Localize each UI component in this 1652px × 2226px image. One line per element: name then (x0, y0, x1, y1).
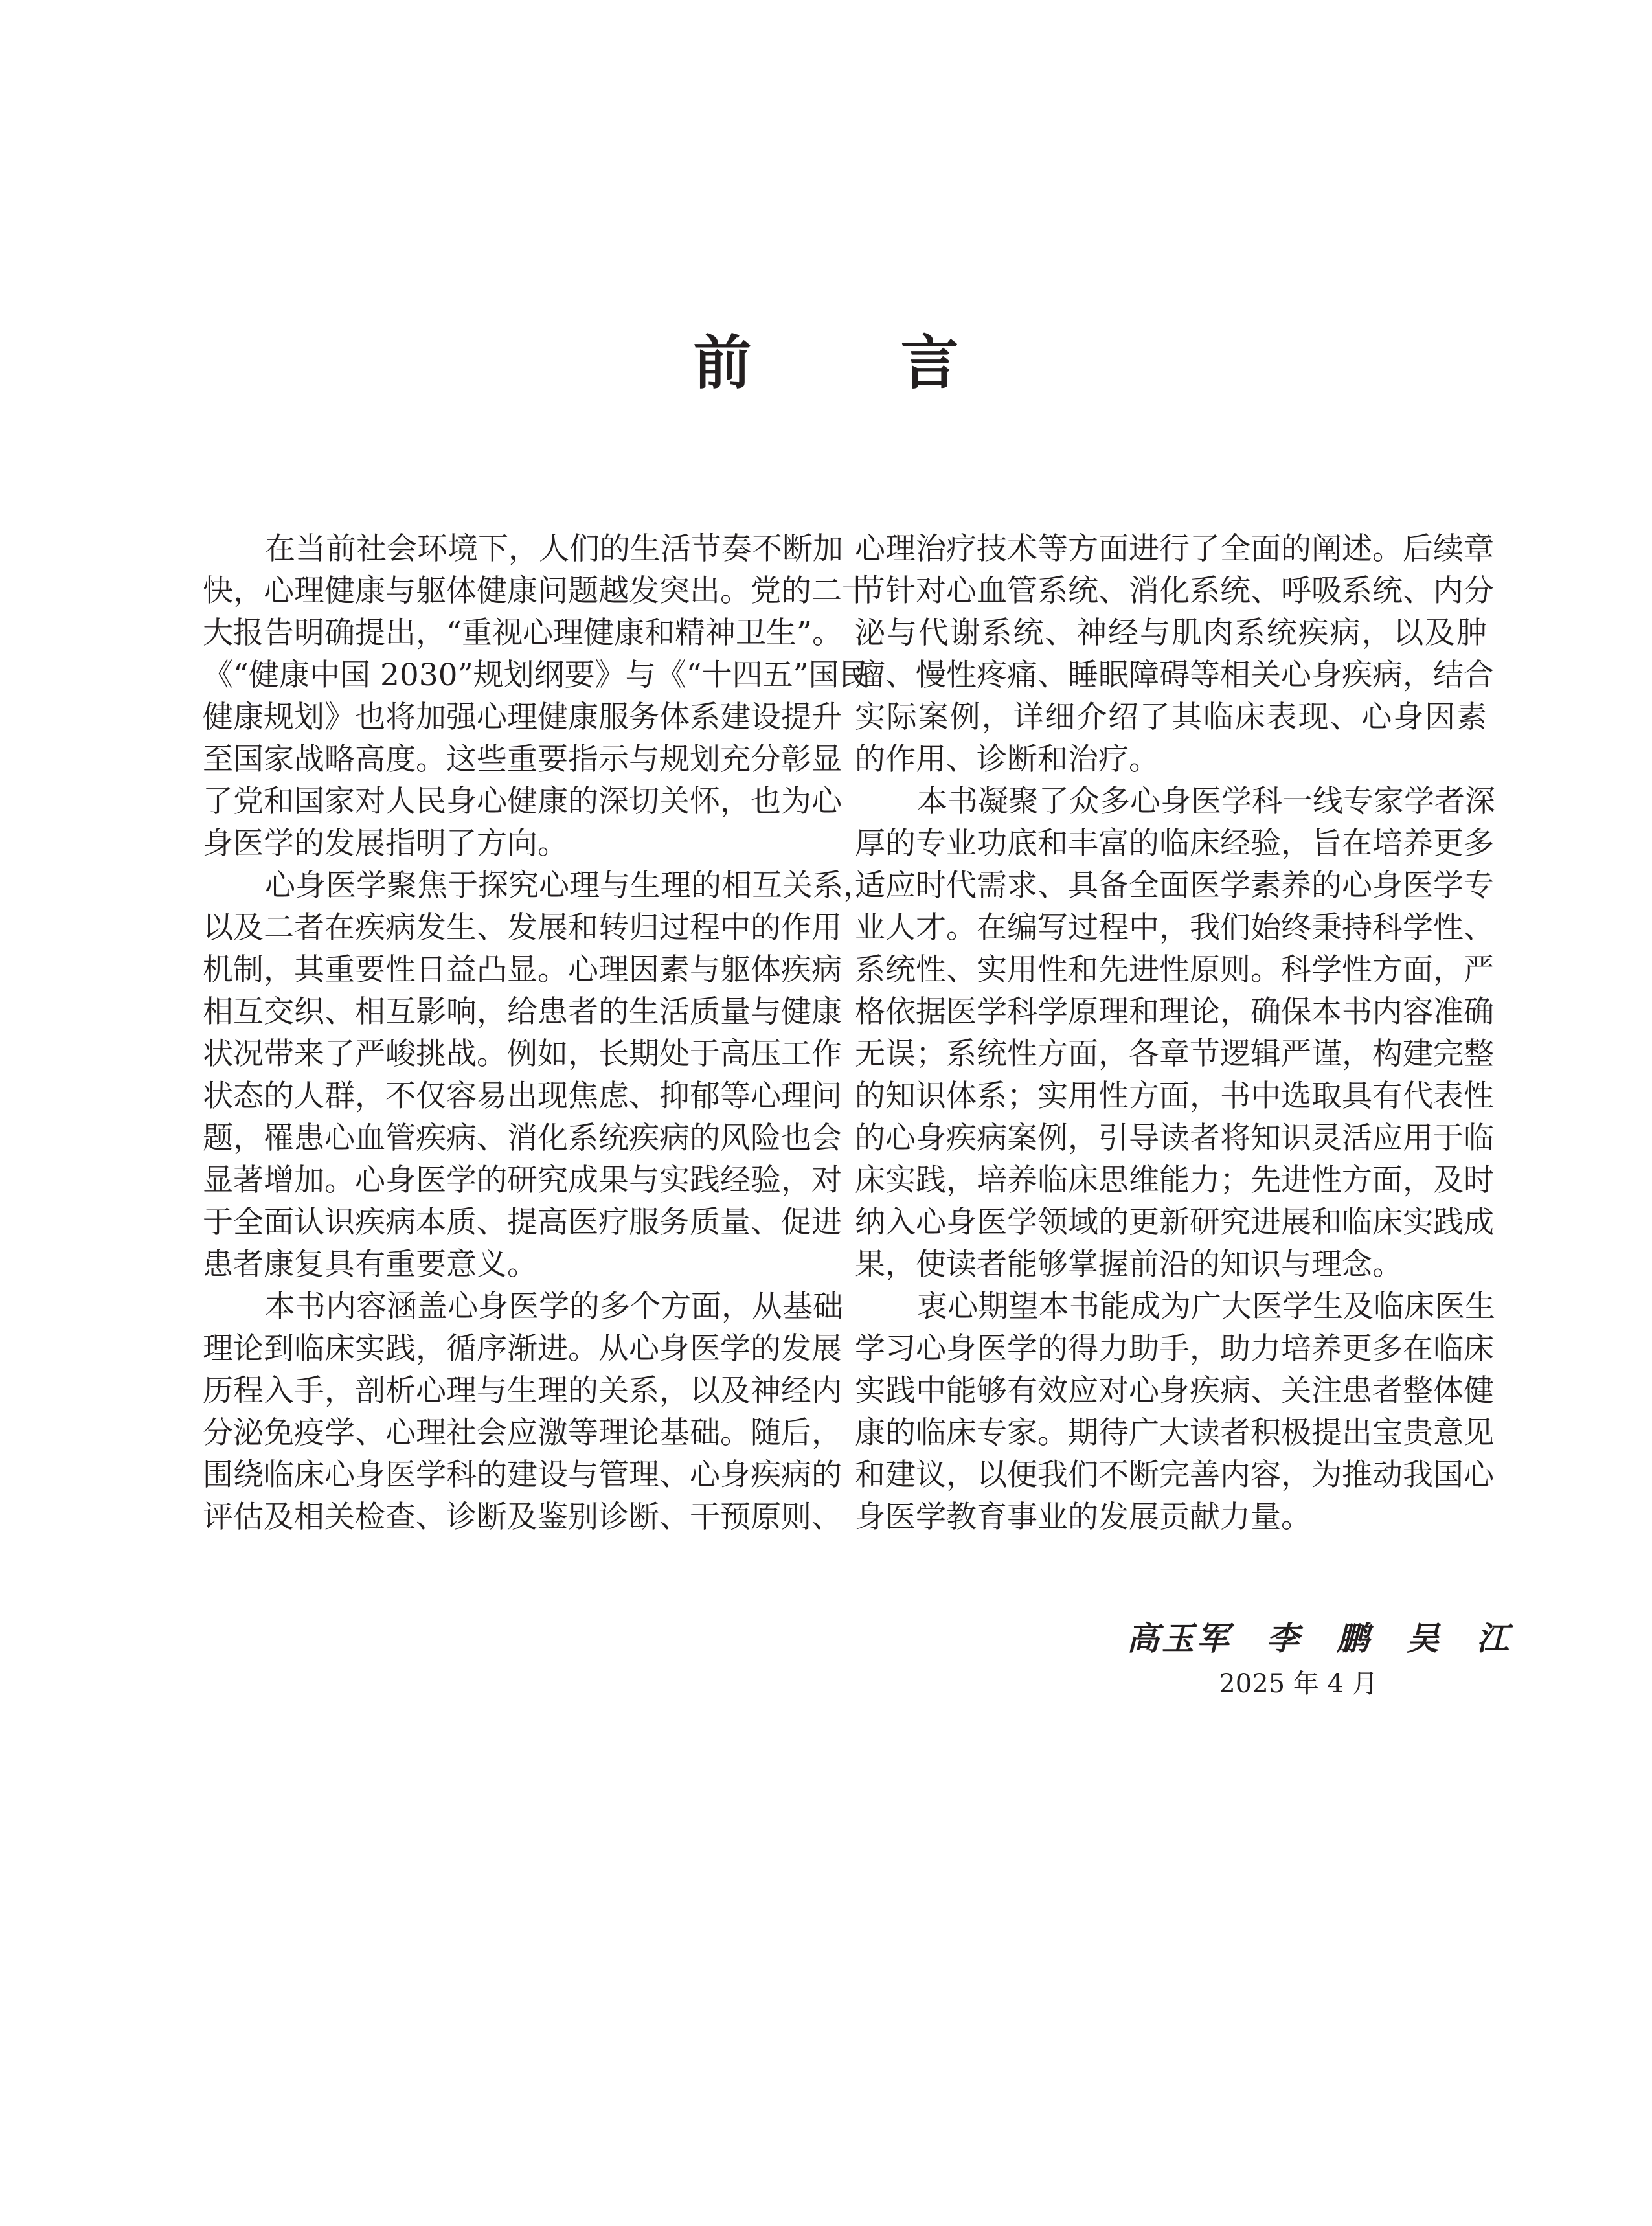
text-line: 身医学的发展指明了方向。 (203, 826, 568, 861)
text-line: 无误；系统性方面，各章节逻辑严谨，构建完整 (855, 1036, 1494, 1072)
paragraph (855, 780, 1495, 1286)
text-line: 本书内容涵盖心身医学的多个方面，从基础 (265, 1289, 843, 1324)
text-line: 相互交织、相互影响，给患者的生活质量与健康 (203, 994, 842, 1030)
text-line: 实践中能够有效应对心身疾病、关注患者整体健 (855, 1373, 1494, 1409)
paragraph (855, 1286, 1495, 1538)
text-line: 心理治疗技术等方面进行了全面的阐述。后续章 (855, 531, 1494, 567)
text-line: 快，心理健康与躯体健康问题越发突出。党的二十 (203, 573, 872, 609)
text-line: 适应时代需求、具备全面医学素养的心身医学专 (855, 868, 1494, 903)
text-line: 厚的专业功底和丰富的临床经验，旨在培养更多 (855, 826, 1494, 861)
text-line: 评估及相关检查、诊断及鉴别诊断、干预原则、 (203, 1499, 842, 1535)
text-line: 业人才。在编写过程中，我们始终秉持科学性、 (855, 910, 1494, 946)
text-line: 和建议，以便我们不断完善内容，为推动我国心 (855, 1457, 1494, 1493)
paragraph (855, 528, 1494, 780)
text-line: 格依据医学科学原理和理论，确保本书内容准确 (855, 994, 1494, 1030)
text-line: 学习心身医学的得力助手，助力培养更多在临床 (855, 1331, 1494, 1367)
text-line: 健康规划》也将加强心理健康服务体系建设提升 (203, 699, 842, 735)
paragraph (203, 528, 872, 865)
text-line: 状况带来了严峻挑战。例如，长期处于高压工作 (203, 1036, 842, 1072)
text-line: 康的临床专家。期待广大读者积极提出宝贵意见 (855, 1415, 1494, 1451)
right-column (855, 528, 1495, 1538)
text-line: 纳入心身医学领域的更新研究进展和临床实践成 (855, 1205, 1494, 1240)
text-line: 理论到临床实践，循序渐进。从心身医学的发展 (203, 1331, 842, 1367)
page-title: 前 言 (693, 328, 1004, 397)
text-line: 的心身疾病案例，引导读者将知识灵活应用于临 (855, 1120, 1494, 1156)
text-line: 的作用、诊断和治疗。 (855, 742, 1159, 777)
text-line: 本书凝聚了众多心身医学科一线专家学者深 (917, 784, 1495, 819)
paragraph (203, 865, 874, 1286)
text-line: 《“健康中国 2030”规划纲要》与《“十四五”国民 (203, 657, 870, 693)
text-line: 系统性、实用性和先进性原则。科学性方面，严 (855, 952, 1494, 988)
text-line: 历程入手，剖析心理与生理的关系，以及神经内 (203, 1373, 842, 1409)
text-line: 在当前社会环境下，人们的生活节奏不断加 (265, 531, 843, 567)
text-line: 心身医学聚焦于探究心理与生理的相互关系， (265, 868, 874, 903)
text-line: 机制，其重要性日益凸显。心理因素与躯体疾病 (203, 952, 842, 988)
paragraph (203, 1286, 843, 1538)
text-line: 围绕临床心身医学科的建设与管理、心身疾病的 (203, 1457, 842, 1493)
text-line: 显著增加。心身医学的研究成果与实践经验，对 (203, 1163, 842, 1198)
text-line: 于全面认识疾病本质、提高医疗服务质量、促进 (203, 1205, 842, 1240)
text-line: 大报告明确提出，“重视心理健康和精神卫生”。 (203, 615, 843, 651)
text-line: 患者康复具有重要意义。 (203, 1247, 537, 1282)
text-line: 分泌免疫学、心理社会应激等理论基础。随后， (203, 1415, 842, 1451)
text-line: 题，罹患心血管疾病、消化系统疾病的风险也会 (203, 1120, 842, 1156)
text-line: 的知识体系；实用性方面，书中选取具有代表性 (855, 1078, 1494, 1114)
text-line: 了党和国家对人民身心健康的深切关怀，也为心 (203, 784, 842, 819)
text-line: 实际案例，详细介绍了其临床表现、心身因素 (855, 699, 1487, 735)
text-line: 身医学教育事业的发展贡献力量。 (855, 1499, 1311, 1535)
text-line: 泌与代谢系统、神经与肌肉系统疾病，以及肿 (855, 615, 1487, 651)
text-line: 瘤、慢性疼痛、睡眠障碍等相关心身疾病，结合 (855, 657, 1494, 693)
text-line: 状态的人群，不仅容易出现焦虑、抑郁等心理问 (203, 1078, 842, 1114)
text-line: 床实践，培养临床思维能力；先进性方面，及时 (855, 1163, 1494, 1198)
text-line: 以及二者在疾病发生、发展和转归过程中的作用 (203, 910, 842, 946)
text-line: 节针对心血管系统、消化系统、呼吸系统、内分 (855, 573, 1494, 609)
text-line: 果，使读者能够掌握前沿的知识与理念。 (855, 1247, 1403, 1282)
text-line: 至国家战略高度。这些重要指示与规划充分彰显 (203, 742, 842, 777)
preface-date: 2025 年 4 月 (1219, 1669, 1378, 1699)
text-line: 衷心期望本书能成为广大医学生及临床医生 (917, 1289, 1495, 1324)
left-column (203, 528, 874, 1538)
author-signature: 高玉军 李 鹏 吴 江 (1127, 1619, 1511, 1657)
